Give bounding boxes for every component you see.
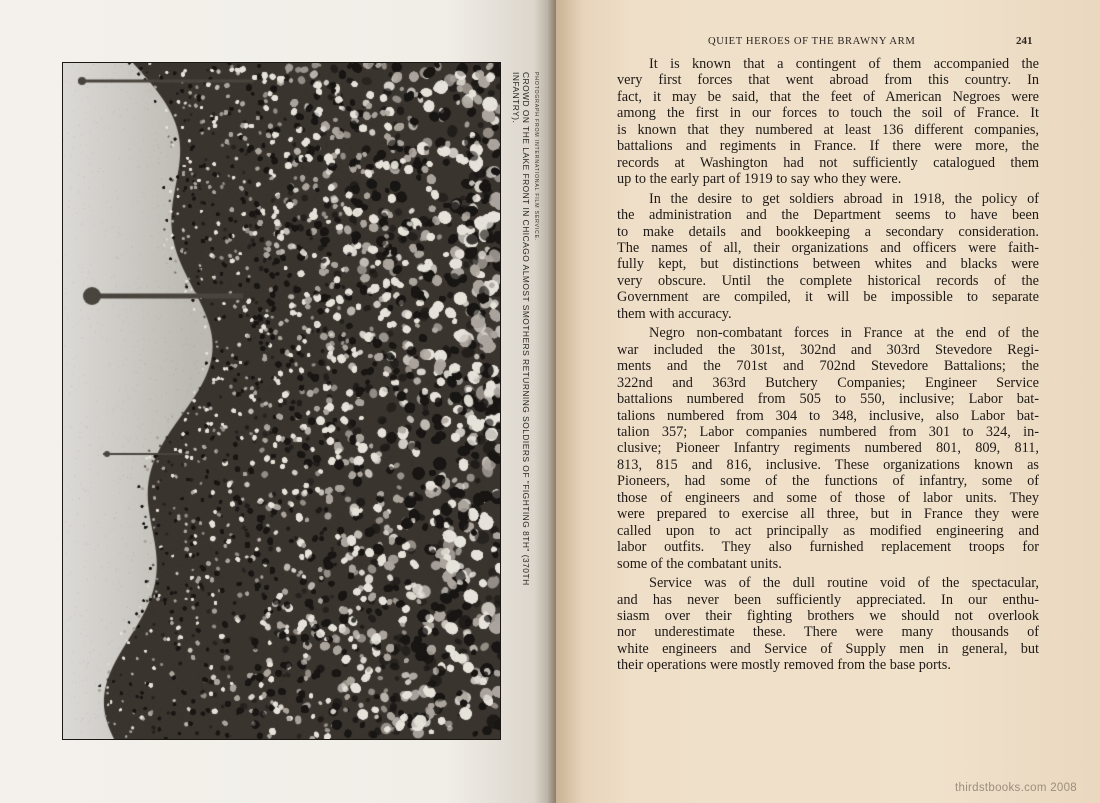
text-line: 813, 815 and 816, inclusive. These organizations known as [617,456,1039,473]
text-line: Negro non-combatant forces in France at the end of the [649,325,1039,342]
text-line: is known that they numbered at least 136 different companies, [617,121,1039,138]
text-line: fact, it may be said, that the feet of American Negroes were [617,88,1039,105]
text-line: battalions numbered from 505 to 550, inclusive; Labor bat- [617,391,1039,408]
text-line: Government are compiled, it will be impossible to separate [617,289,1039,306]
text-line: to make details and bookkeeping a secondary consideration. [617,223,1039,240]
text-line: Service was of the dull routine void of the spectacular, [649,575,1039,592]
text-line: among the first in our forces to touch the soil of France. It [617,105,1039,122]
caption-line-1: CROWD ON THE LAKE FRONT IN CHICAGO ALMOST SMOTHERS RETURNING SOLDIERS OF "FIGHTING 8TH" (370TH [521,72,531,586]
text-line: 322nd and 363rd Butchery Companies; Engineer Service [617,374,1039,391]
watermark: thirdstbooks.com 2008 [955,782,1078,794]
text-line: very obscure. Until the complete historical records of the [617,272,1039,289]
text-line: The names of all, their organizations and officers were faith- [617,239,1039,256]
text-line: those of engineers and some of those of labor units. They [617,489,1039,506]
text-line: nor underestimate these. There were many thousands of [617,624,1039,641]
photo-caption [508,62,548,738]
text-line: some of the combatant units. [617,555,782,572]
text-line: very first forces that went abroad from this country. In [617,72,1039,89]
text-line: talion 357; Labor companies numbered from 301 to 324, in- [617,423,1039,440]
text-line: called upon to act principally as modified engineering and [617,522,1039,539]
text-line: records at Washington had not sufficiently catalogued them [617,154,1039,171]
text-line: Pioneers, had some of the functions of infantry, some of [617,473,1039,490]
text-line: talions numbered from 304 to 348, inclusive, also Labor bat- [617,407,1039,424]
text-line: fully kept, but distinctions between whites and blacks were [617,256,1039,273]
text-line: and has never been sufficiently appreciated. In our enthu- [617,591,1039,608]
body-text [617,56,1039,674]
text-line: In the desire to get soldiers abroad in 1918, the policy of [649,190,1039,207]
text-line: ments and the 701st and 702nd Stevedore Battalions; the [617,358,1039,375]
page-number: 241 [1016,35,1033,47]
text-line: white engineers and Service of Supply men in general, but [617,640,1039,657]
text-line: labor outfits. They also furnished replacement troops for [617,539,1039,556]
text-line: the administration and the Department seems to have been [617,207,1039,224]
text-line: It is known that a contingent of them accompanied the [649,56,1039,72]
crowd-photo-canvas [63,63,500,739]
text-line: war included the 301st, 302nd and 303rd Stevedore Regi- [617,341,1039,358]
text-line: their operations were mostly removed from the base ports. [617,657,951,674]
text-line: up to the early part of 1919 to say who they were. [617,171,902,188]
crowd-photograph [62,62,501,740]
text-line: battalions and regiments in France. If there were more, the [617,138,1039,155]
text-line: siasm over their fighting brothers we should not overlook [617,607,1039,624]
text-line: clusive; Pioneer Infantry regiments numbered 801, 809, 811, [617,440,1039,457]
caption-line-2: INFANTRY). [511,72,521,124]
text-line: were prepared to exercise all three, but in France they were [617,506,1039,523]
text-line: them with accuracy. [617,305,732,322]
running-head: QUIET HEROES OF THE BRAWNY ARM [708,36,916,47]
photo-caption-rotated [508,62,548,738]
photo-credit: PHOTOGRAPH FROM INTERNATIONAL FILM SERVICE. [533,72,539,242]
